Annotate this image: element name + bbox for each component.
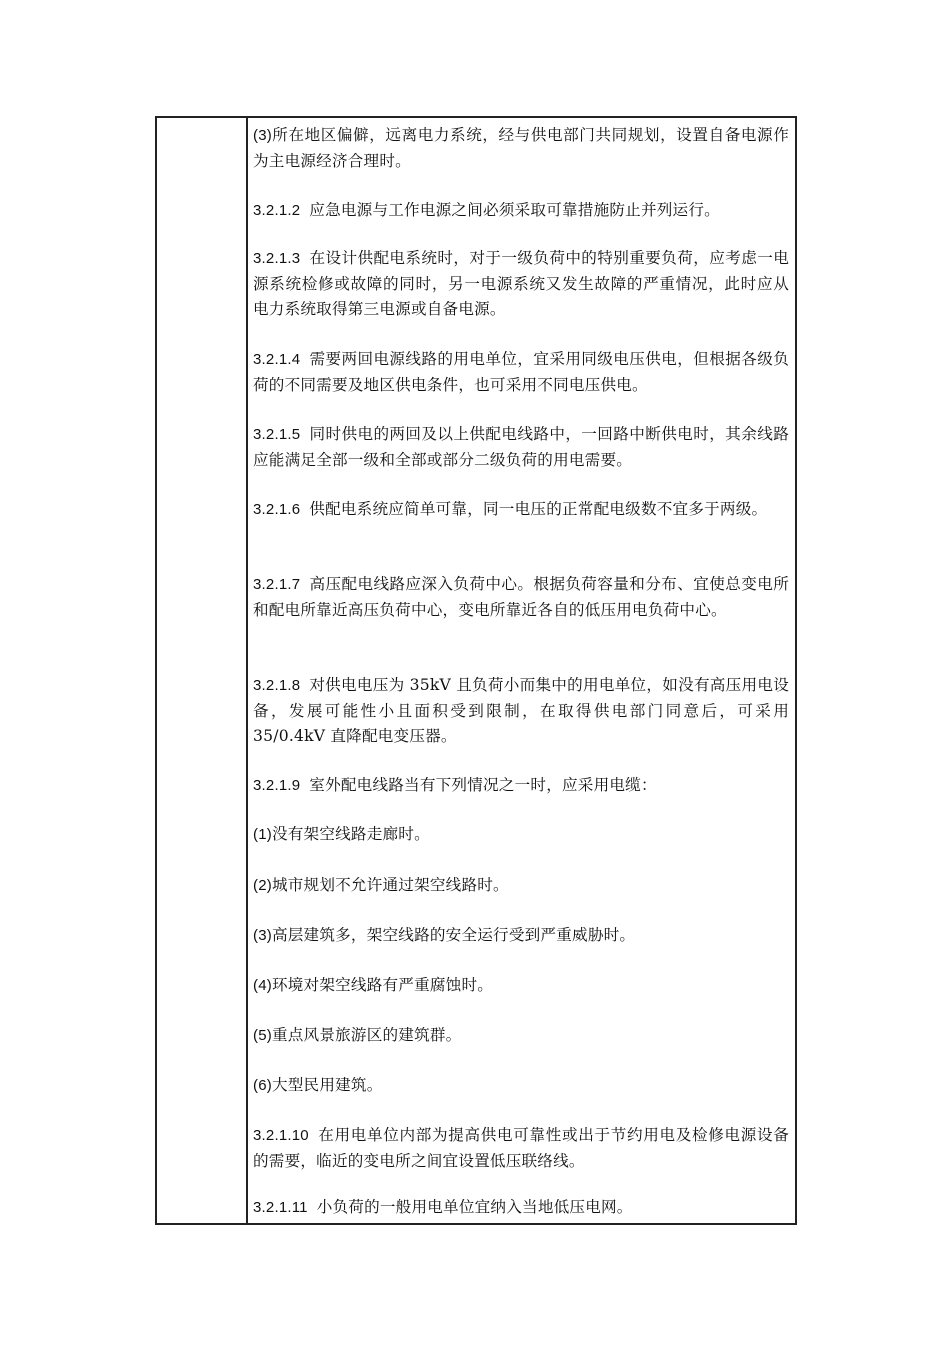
clause-3-2-1-5	[253, 422, 789, 473]
clause-number: 3.2.1.7	[253, 576, 301, 593]
item-text: 环境对架空线路有严重腐蚀时。	[271, 976, 494, 994]
list-item-3	[253, 923, 789, 949]
list-item-5	[253, 1023, 789, 1049]
clause-text: 室外配电线路当有下列情况之一时，应采用电缆：	[309, 776, 657, 794]
item-number: (2)	[253, 877, 272, 894]
clause-3-2-1-8	[253, 673, 789, 750]
item-text: 没有架空线路走廊时。	[271, 825, 430, 843]
clause-number: 3.2.1.8	[253, 677, 301, 694]
item-text: 大型民用建筑。	[271, 1076, 383, 1094]
clause-text: 对供电电压为 35kV 且负荷小而集中的用电单位，如没有高压用电设备，发展可能性小且面积受到限制，在取得供电部门同意后，可采用 35/0.4kV 直降配电变压器。	[253, 676, 789, 745]
paragraph-text: 所在地区偏僻，远离电力系统，经与供电部门共同规划，设置自备电源作为主电源经济合理时。	[253, 126, 789, 170]
item-text: 重点风景旅游区的建筑群。	[271, 1026, 462, 1044]
clause-3-2-1-7	[253, 572, 789, 623]
clause-3-2-1-2	[253, 198, 789, 224]
clause-3-2-1-4	[253, 347, 789, 398]
item-number: (3)	[253, 927, 272, 944]
clause-text: 在设计供配电系统时，对于一级负荷中的特别重要负荷，应考虑一电源系统检修或故障的同时，另一电源系统又发生故障的严重情况，此时应从电力系统取得第三电源或自备电源。	[253, 249, 789, 318]
clause-3-2-1-11	[253, 1195, 789, 1221]
item-number: (3)	[253, 127, 272, 144]
clause-number: 3.2.1.11	[253, 1199, 308, 1216]
clause-3-2-1-10	[253, 1123, 789, 1174]
list-item-6	[253, 1073, 789, 1099]
clause-text: 高压配电线路应深入负荷中心。根据负荷容量和分布、宜使总变电所和配电所靠近高压负荷中心，变电所靠近各自的低压用电负荷中心。	[253, 575, 789, 619]
clause-text: 需要两回电源线路的用电单位，宜采用同级电压供电，但根据各级负荷的不同需要及地区供电条件，也可采用不同电压供电。	[253, 350, 789, 394]
item-number: (6)	[253, 1077, 272, 1094]
clause-number: 3.2.1.2	[253, 202, 301, 219]
item-number: (5)	[253, 1027, 272, 1044]
paragraph-item-3-remote-area	[253, 123, 789, 174]
left-column-cell	[157, 118, 248, 1223]
clause-number: 3.2.1.3	[253, 250, 301, 267]
clause-text: 小负荷的一般用电单位宜纳入当地低压电网。	[316, 1198, 633, 1216]
clause-text: 在用电单位内部为提高供电可靠性或出于节约用电及检修电源设备的需要，临近的变电所之间宜设置低压联络线。	[253, 1126, 789, 1170]
clause-number: 3.2.1.9	[253, 777, 301, 794]
clause-number: 3.2.1.10	[253, 1127, 309, 1144]
clause-3-2-1-6	[253, 497, 789, 523]
clause-3-2-1-9	[253, 773, 789, 799]
list-item-4	[253, 973, 789, 999]
list-item-2	[253, 873, 789, 899]
clause-number: 3.2.1.4	[253, 351, 301, 368]
item-number: (1)	[253, 826, 272, 843]
document-table	[155, 116, 797, 1225]
content-cell	[248, 118, 795, 1223]
item-number: (4)	[253, 977, 272, 994]
clause-text: 同时供电的两回及以上供配电线路中，一回路中断供电时，其余线路应能满足全部一级和全部或部分二级负荷的用电需要。	[253, 425, 789, 469]
list-item-1	[253, 822, 789, 848]
clause-number: 3.2.1.5	[253, 426, 301, 443]
clause-number: 3.2.1.6	[253, 501, 301, 518]
clause-text: 应急电源与工作电源之间必须采取可靠措施防止并列运行。	[309, 201, 720, 219]
clause-text: 供配电系统应简单可靠，同一电压的正常配电级数不宜多于两级。	[309, 500, 768, 518]
clause-3-2-1-3	[253, 246, 789, 323]
item-text: 高层建筑多，架空线路的安全运行受到严重威胁时。	[271, 926, 636, 944]
item-text: 城市规划不允许通过架空线路时。	[271, 876, 509, 894]
